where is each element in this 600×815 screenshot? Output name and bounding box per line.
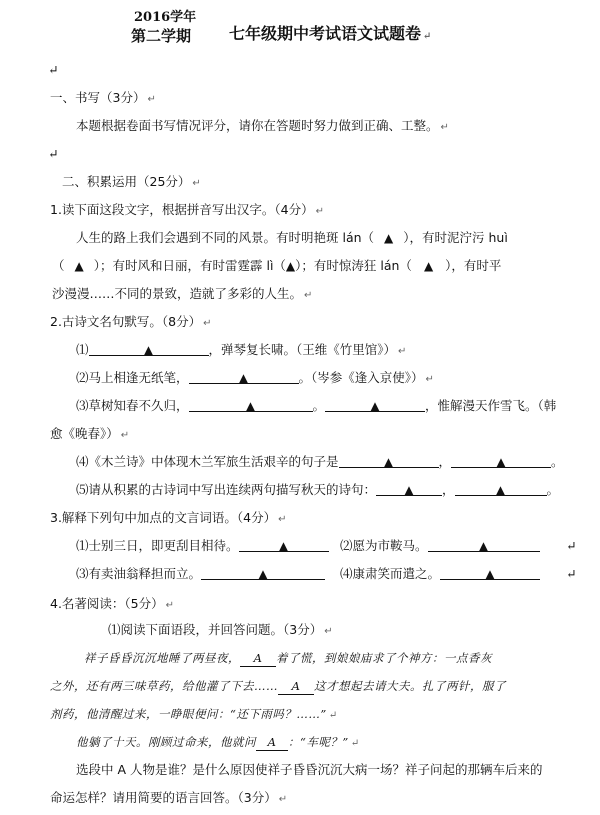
question-1-line-1: 人生的路上我们会遇到不同的风景。有时明艳斑 lán（ ▲ ），有时泥泞污 huì bbox=[76, 230, 508, 245]
answer-marker[interactable]: ▲ bbox=[423, 259, 434, 273]
question-2-item-4: ⑷《木兰诗》中体现木兰军旅生活艰辛的句子是 ▲ ， ▲ 。 bbox=[76, 454, 564, 469]
answer-blank[interactable]: ▲ bbox=[455, 482, 547, 496]
question-4-prompt-line-1: 选段中 A 人物是谁？是什么原因使祥子昏昏沉沉大病一场？祥子问起的那辆车后来的 bbox=[76, 762, 543, 777]
question-4-stem: 4.名著阅读：（5分） ↵ bbox=[50, 596, 175, 611]
question-3-stem: 3.解释下列句中加点的文言词语。（4分） ↵ bbox=[50, 510, 287, 525]
question-2-item-3-cont: 愈《晚春》） ↵ bbox=[50, 426, 130, 441]
answer-blank[interactable]: ▲ bbox=[239, 538, 329, 552]
answer-blank[interactable]: ▲ bbox=[440, 566, 540, 580]
question-1-line-3: 沙漫漫……不同的景致，造就了多彩的人生。 ↵ bbox=[52, 286, 313, 301]
section-1-heading: 一、书写（3分） ↵ bbox=[50, 90, 156, 105]
question-2-item-3: ⑶草树知春不久归， ▲ 。 ▲ ，惟解漫天作雪飞。（韩 bbox=[76, 398, 557, 413]
answer-blank[interactable]: ▲ bbox=[201, 566, 325, 580]
section-1-text: 本题根据卷面书写情况评分，请你在答题时努力做到正确、工整。 ↵ bbox=[76, 118, 449, 133]
question-3-item-c: ⑶有卖油翁释担而立。 ▲ bbox=[76, 566, 325, 582]
answer-blank[interactable]: ▲ bbox=[189, 398, 313, 412]
question-3-item-d: ⑷康肃笑而遣之。 ▲ bbox=[340, 566, 540, 582]
answer-blank[interactable]: ▲ bbox=[189, 370, 299, 384]
paragraph-mark: ↵ bbox=[48, 62, 59, 77]
question-1-stem: 1.读下面这段文字，根据拼音写出汉字。（4分） ↵ bbox=[50, 202, 325, 217]
question-2-stem: 2.古诗文名句默写。（8分） ↵ bbox=[50, 314, 212, 329]
question-2-item-2: ⑵马上相逢无纸笔， ▲ 。（岑参《逢入京使》） ↵ bbox=[76, 370, 434, 385]
answer-blank[interactable]: ▲ bbox=[89, 342, 209, 356]
answer-blank-a[interactable]: A bbox=[278, 678, 314, 695]
question-2-item-1: ⑴ ▲ ，弹琴复长啸。（王维《竹里馆》） ↵ bbox=[76, 342, 407, 357]
question-3-item-a: ⑴士别三日，即更刮目相待。 ▲ bbox=[76, 538, 329, 554]
answer-marker[interactable]: ▲ bbox=[285, 259, 296, 273]
paragraph-mark: ↵ bbox=[48, 146, 59, 161]
excerpt-line-3: 剂药，他清醒过来，一睁眼便问：“还下雨吗？……” ↵ bbox=[50, 707, 338, 721]
page-title: 七年级期中考试语文试题卷 ↵ bbox=[229, 24, 432, 43]
paragraph-mark: ↵ bbox=[566, 538, 577, 553]
section-2-heading: 二、积累运用（25分） ↵ bbox=[62, 174, 201, 189]
answer-marker[interactable]: ▲ bbox=[74, 259, 84, 273]
answer-blank[interactable]: ▲ bbox=[451, 454, 551, 468]
answer-blank[interactable]: ▲ bbox=[339, 454, 439, 468]
answer-blank[interactable]: ▲ bbox=[325, 398, 425, 412]
excerpt-line-2: 之外，还有两三味草药，给他灌了下去…… A 这才想起去请大夫。扎了两针，服了 bbox=[50, 679, 506, 693]
question-3-item-b: ⑵愿为市鞍马。 ▲ bbox=[340, 538, 540, 554]
question-2-item-5: ⑸请从积累的古诗词中写出连续两句描写秋天的诗句： ▲ ， ▲ 。 bbox=[76, 482, 560, 497]
paragraph-mark: ↵ bbox=[566, 566, 577, 581]
question-1-line-2: （ ▲ ）；有时风和日丽，有时雷霆霹 lì（▲）；有时惊涛狂 lán（ ▲ ），有时平 bbox=[52, 258, 502, 273]
term-label: 第二学期 bbox=[131, 27, 192, 45]
answer-blank[interactable]: ▲ bbox=[428, 538, 540, 552]
school-year: 2016学年 bbox=[134, 10, 197, 25]
answer-marker[interactable]: ▲ bbox=[384, 231, 394, 245]
answer-blank-a[interactable]: A bbox=[256, 734, 288, 751]
excerpt-line-4: 他躺了十天。刚顾过命来，他就问 A ：“车呢？” ↵ bbox=[76, 735, 360, 749]
answer-blank[interactable]: ▲ bbox=[376, 482, 442, 496]
question-4-prompt-line-2: 命运怎样？请用简要的语言回答。（3分） ↵ bbox=[50, 790, 288, 805]
excerpt-line-1: 祥子昏昏沉沉地睡了两昼夜， A 着了慌，到娘娘庙求了个神方：一点香灰 bbox=[84, 651, 492, 665]
answer-blank-a[interactable]: A bbox=[240, 650, 276, 667]
question-4-sub-1: ⑴阅读下面语段，并回答问题。（3分） ↵ bbox=[108, 622, 333, 637]
